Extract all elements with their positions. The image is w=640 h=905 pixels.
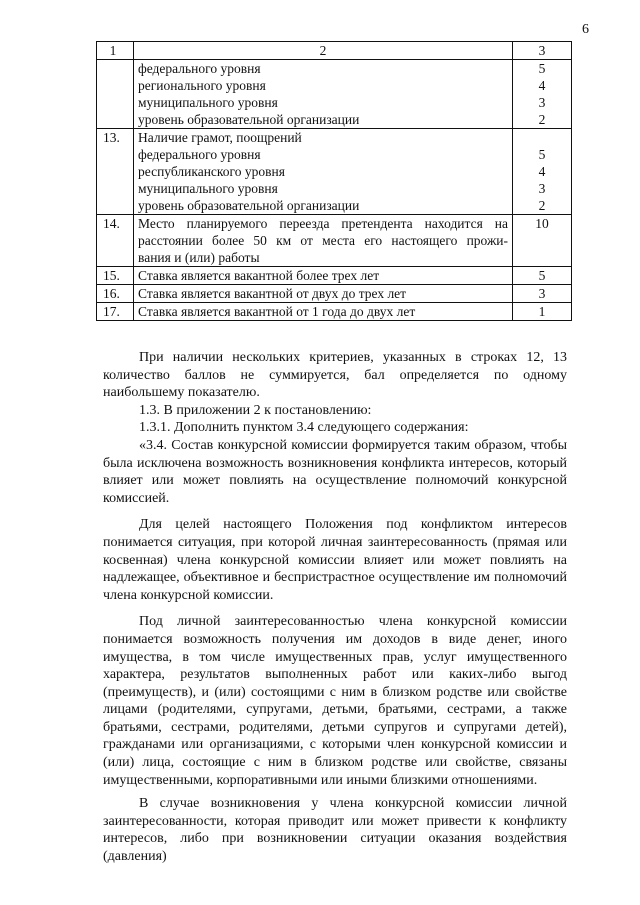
criterion-line: муниципального уровня [138, 181, 278, 196]
points-value: 1 [538, 304, 546, 319]
criterion-line: Место планируемого переезда претендента находится на [138, 216, 508, 231]
criterion-line: муниципального уровня [138, 95, 278, 110]
criteria-table [96, 41, 572, 321]
row-points [513, 285, 572, 303]
row-criterion [134, 303, 513, 321]
paragraph: При наличии нескольких критериев, указанных в строках 12, 13 количество баллов не суммируется, бал определяется по одному наибольшему показателю. [103, 350, 567, 401]
row-number: 17. [97, 303, 134, 321]
criterion-line: федерального уровня [138, 147, 261, 162]
paragraph: 1.3. В приложении 2 к постановлению: [139, 402, 372, 418]
table-header-row [97, 42, 572, 60]
points-value [517, 129, 567, 146]
document-body [103, 349, 567, 866]
points-value: 4 [538, 78, 546, 93]
row-points [513, 60, 572, 129]
criterion-line: республиканского уровня [138, 164, 285, 179]
row-number: 15. [97, 267, 134, 285]
row-points [513, 129, 572, 215]
criterion-line: Наличие грамот, поощрений [138, 130, 302, 145]
criterion-line: расстоянии более 50 км от места его настоящего прожи- [138, 233, 508, 248]
row-number: 13. [97, 129, 134, 215]
points-value: 2 [538, 198, 546, 213]
criterion-line: вания и (или) работы [138, 250, 260, 265]
row-criterion [134, 60, 513, 129]
table-row [97, 303, 572, 321]
criterion-line: Ставка является вакантной более трех лет [138, 268, 380, 283]
criterion-line: Ставка является вакантной от 1 года до двух лет [138, 304, 416, 319]
criterion-line: федерального уровня [138, 61, 261, 76]
points-value: 4 [538, 164, 546, 179]
criterion-line: уровень образовательной организации [138, 198, 360, 213]
points-value: 2 [538, 112, 546, 127]
criterion-line: уровень образовательной организации [138, 112, 360, 127]
row-number: 16. [97, 285, 134, 303]
table-row [97, 215, 572, 267]
criterion-line: регионального уровня [138, 78, 266, 93]
row-number [97, 60, 134, 129]
table-row [97, 129, 572, 215]
row-number: 14. [97, 215, 134, 267]
paragraph: 1.3.1. Дополнить пунктом 3.4 следующего содержания: [139, 420, 469, 436]
row-points [513, 303, 572, 321]
table-row [97, 267, 572, 285]
table-row [97, 285, 572, 303]
criterion-line: Ставка является вакантной от двух до трех лет [138, 286, 407, 301]
header-col-3: 3 [513, 42, 572, 60]
header-col-2: 2 [134, 42, 513, 60]
row-points [513, 215, 572, 267]
paragraph: «3.4. Состав конкурсной комиссии формируется таким образом, чтобы была исключена возможность возникновения конфликта интересов, который влияет или может повлиять на осуществление полномочий конкурсной комиссией. [103, 437, 567, 506]
points-value: 5 [538, 61, 546, 76]
row-criterion [134, 129, 513, 215]
row-criterion [134, 285, 513, 303]
points-value: 3 [538, 181, 546, 196]
header-col-1: 1 [97, 42, 134, 60]
paragraph: В случае возникновения у члена конкурсной комиссии личной заинтересованности, которая приводит или может привести к конфликту интересов, либо при возникновении ситуации оказания воздействия (давления) [103, 796, 567, 865]
points-value: 3 [538, 95, 546, 110]
paragraph: Под личной заинтересованностью члена конкурсной комиссии понимается возможность получения им доходов в виде денег, иного имущества, в том числе имущественных прав, услуг имущественного характера, результатов выполненных работ или каких-либо выгод (преимуществ), и (или) состоящими с ним в близком родстве или свойстве лицами (родителями, супругами, детьми, братьями, сестрами, а также братьями, сестрами, родителями, детьми супругов и супругами детей), гражданами или организациями, с которыми член конкурсной комиссии и (или) лица, состоящие с ним в близком родстве или свойстве, связаны имущественными, корпоративными или иными близкими отношениями. [103, 614, 567, 788]
row-points [513, 267, 572, 285]
page-number: 6 [582, 22, 589, 37]
points-value: 3 [538, 286, 546, 301]
points-value: 5 [538, 147, 546, 162]
points-value: 10 [535, 216, 549, 231]
paragraph: Для целей настоящего Положения под конфликтом интересов понимается ситуация, при которой личная заинтересованность (прямая или косвенная) члена конкурсной комиссии влияет или может повлиять на надлежащее, объективное и беспристрастное осуществление им полномочий члена конкурсной комиссии. [103, 517, 567, 603]
row-criterion [134, 215, 513, 267]
row-criterion [134, 267, 513, 285]
table-row [97, 60, 572, 129]
points-value: 5 [538, 268, 546, 283]
points-value [517, 249, 567, 266]
points-value [517, 232, 567, 249]
